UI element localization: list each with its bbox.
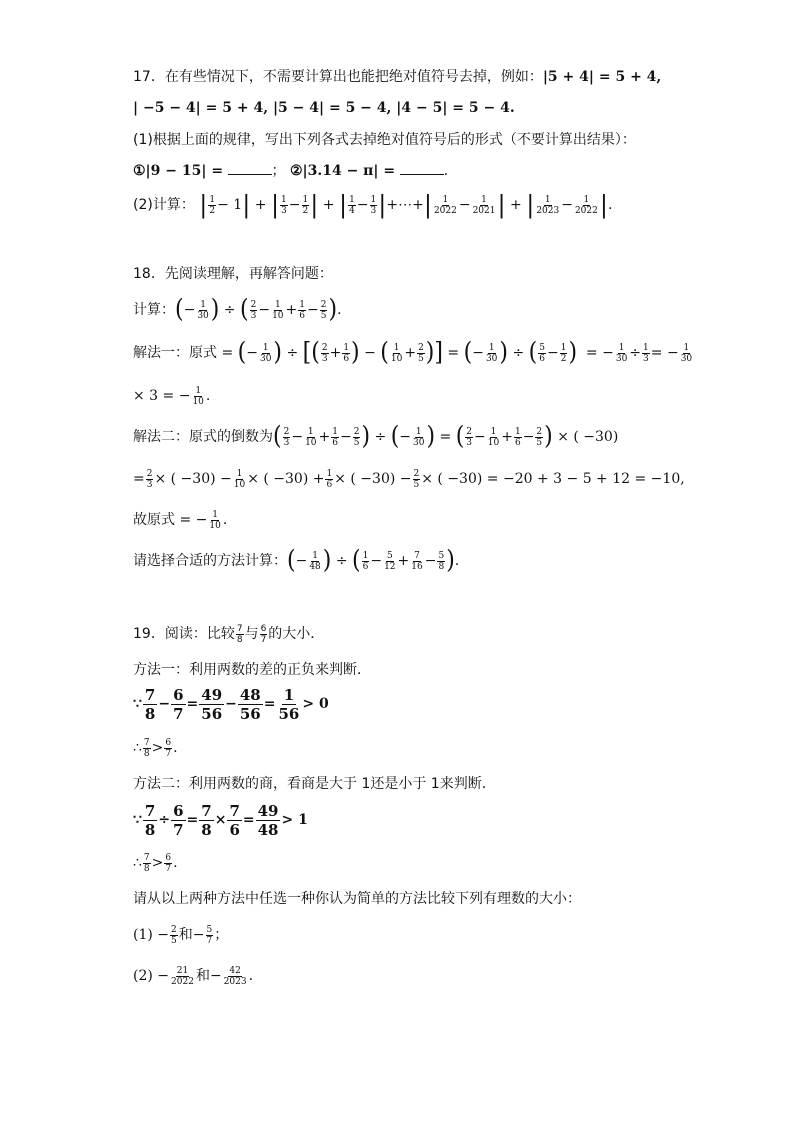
q19-instruction: 请从以上两种方法中任选一种你认为简单的方法比较下列有理数的大小： <box>133 891 581 907</box>
q17-line-1 <box>133 66 661 88</box>
q19-method-1-therefore: ∴ $\frac{7}{8}$ > $\frac{6}{7}$ . <box>133 737 178 759</box>
q18-conclusion: 故原式 = − $\frac{1}{10}$ . <box>133 509 228 531</box>
q18-solution-1-tail: × 3 = − $\frac{1}{10}$ . <box>133 385 211 407</box>
q17-part2: (2)计算： | $\frac{1}{2}$ − 1| + | $\frac{1}{3}$ − $\frac{1}{2}$ | + | $\frac{1}{4}$ − $\frac{1}{3}$ |+⋯+| $\frac{1}{2022}$ − $\frac{1}{2021}$ | + | $\frac{1}{2023}$ − $\frac{1}{2022}$ |. <box>133 191 613 219</box>
q19-line-1: 19．阅读：比较 $\frac{7}{8}$ 与 $\frac{6}{7}$ 的大小． <box>133 623 325 645</box>
q17-item-a: ①|9 − 15| = <box>133 163 224 179</box>
q18-task: 请选择合适的方法计算：(− $\frac{1}{48}$ ) ÷ ( $\frac{1}{6}$ − $\frac{5}{12}$ + $\frac{7}{16}$ − $\frac{5}{8}$ ). <box>133 546 460 575</box>
answer-blank-a[interactable] <box>228 160 272 175</box>
q19-part-2: (2) − $\frac{21}{2022}$ 和− $\frac{42}{2023}$ . <box>133 965 254 987</box>
q17-example-1: |5 + 4| = 5 + 4, <box>542 69 662 85</box>
q19-method-2-calc: ∵ $\frac{7}{8}$ ÷ $\frac{6}{7}$ = $\frac{7}{8}$ × $\frac{7}{6}$ = $\frac{49}{48}$ > 1 <box>133 801 308 839</box>
q19-intro: 19．阅读：比较 <box>133 626 235 642</box>
p1-and: 和 <box>178 927 193 943</box>
choose-label: 请选择合适的方法计算： <box>133 553 287 569</box>
q18-solution-2-line-2: = $\frac{2}{3}$ × ( −30) − $\frac{1}{10}$ × ( −30) + $\frac{1}{6}$ × ( −30) − $\frac{2}{5}$ × ( −30) = −20 + 3 − 5 + 12 = −10, <box>133 468 685 490</box>
q19-end: 的大小． <box>268 626 325 642</box>
answer-blank-b[interactable] <box>400 160 444 175</box>
q18-solution-2: 解法二：原式的倒数为( $\frac{2}{3}$ − $\frac{1}{10}$ + $\frac{1}{6}$ − $\frac{2}{5}$ ) ÷ (− $\frac{1}{30}$ ) = ( $\frac{2}{3}$ − $\frac{1}{10}$ + $\frac{1}{6}$ − $\frac{2}{5}$ ) × ( −30) <box>133 422 619 451</box>
conclusion-label: 故原式 = − <box>133 512 208 528</box>
sol2-label: 解法二：原式的倒数为 <box>133 429 273 445</box>
p2-label: (2) <box>133 968 153 984</box>
q19-method-1: 方法一：利用两数的差的正负来判断． <box>133 662 371 678</box>
p1-label: (1) <box>133 927 153 943</box>
q18-line-1: 18．先阅读理解，再解答问题： <box>133 266 333 282</box>
q19-method-2: 方法二：利用两数的商，看商是大于 1还是小于 1来判断． <box>133 776 496 792</box>
method2-result: > 1 <box>281 812 308 828</box>
q19-part-1: (1) − $\frac{2}{5}$ 和− $\frac{5}{7}$ ； <box>133 924 229 946</box>
q17-part1-text: (1)根据上面的规律，写出下列各式去掉绝对值符号后的形式（不要计算出结果）： <box>133 132 636 148</box>
q17-line-2: | −5 − 4| = 5 + 4, |5 − 4| = 5 − 4, |4 − 5| = 5 − 4. <box>133 100 515 116</box>
q19-method-2-therefore: ∴ $\frac{7}{8}$ > $\frac{6}{7}$ . <box>133 852 178 874</box>
calc-label: 计算： <box>133 302 175 318</box>
p2-and: 和 <box>195 968 210 984</box>
sol1-label: 解法一：原式 = <box>133 345 234 361</box>
period: . <box>443 163 449 179</box>
method1-result: > 0 <box>302 696 329 712</box>
q17-part1-items <box>133 160 448 182</box>
q17-item-b: ②|3.14 − π| = <box>289 163 396 179</box>
sol2-result: = −20 + 3 − 5 + 12 = −10, <box>486 471 685 487</box>
q18-solution-1: 解法一：原式 = (− $\frac{1}{30}$ ) ÷ [( $\frac{2}{3}$ + $\frac{1}{6}$ ) − ( $\frac{1}{10}$ + $\frac{2}{5}$ )] = (− $\frac{1}{30}$ ) ÷ ( $\frac{5}{6}$ − $\frac{1}{2}$ ) = − $\frac{1}{30}$ ÷ $\frac{1}{3}$ = − $\frac{1}{30}$ <box>133 338 693 367</box>
q19-method-1-calc: ∵ $\frac{7}{8}$ − $\frac{6}{7}$ = $\frac{49}{56}$ − $\frac{48}{56}$ = $\frac{1}{56}$ > 0 <box>133 685 329 723</box>
sol1-tail: × 3 = − <box>133 388 191 404</box>
q19-and: 与 <box>244 626 259 642</box>
q17-part2-label: (2)计算： <box>133 197 195 213</box>
separator: ； <box>271 163 286 179</box>
q18-calc: 计算：(− $\frac{1}{30}$ ) ÷ ( $\frac{2}{3}$ − $\frac{1}{10}$ + $\frac{1}{6}$ − $\frac{2}{5}$ ). <box>133 295 342 324</box>
q17-intro: 17．在有些情况下，不需要计算出也能把绝对值符号去掉，例如： <box>133 69 543 85</box>
ellipsis: +⋯+ <box>386 197 424 213</box>
